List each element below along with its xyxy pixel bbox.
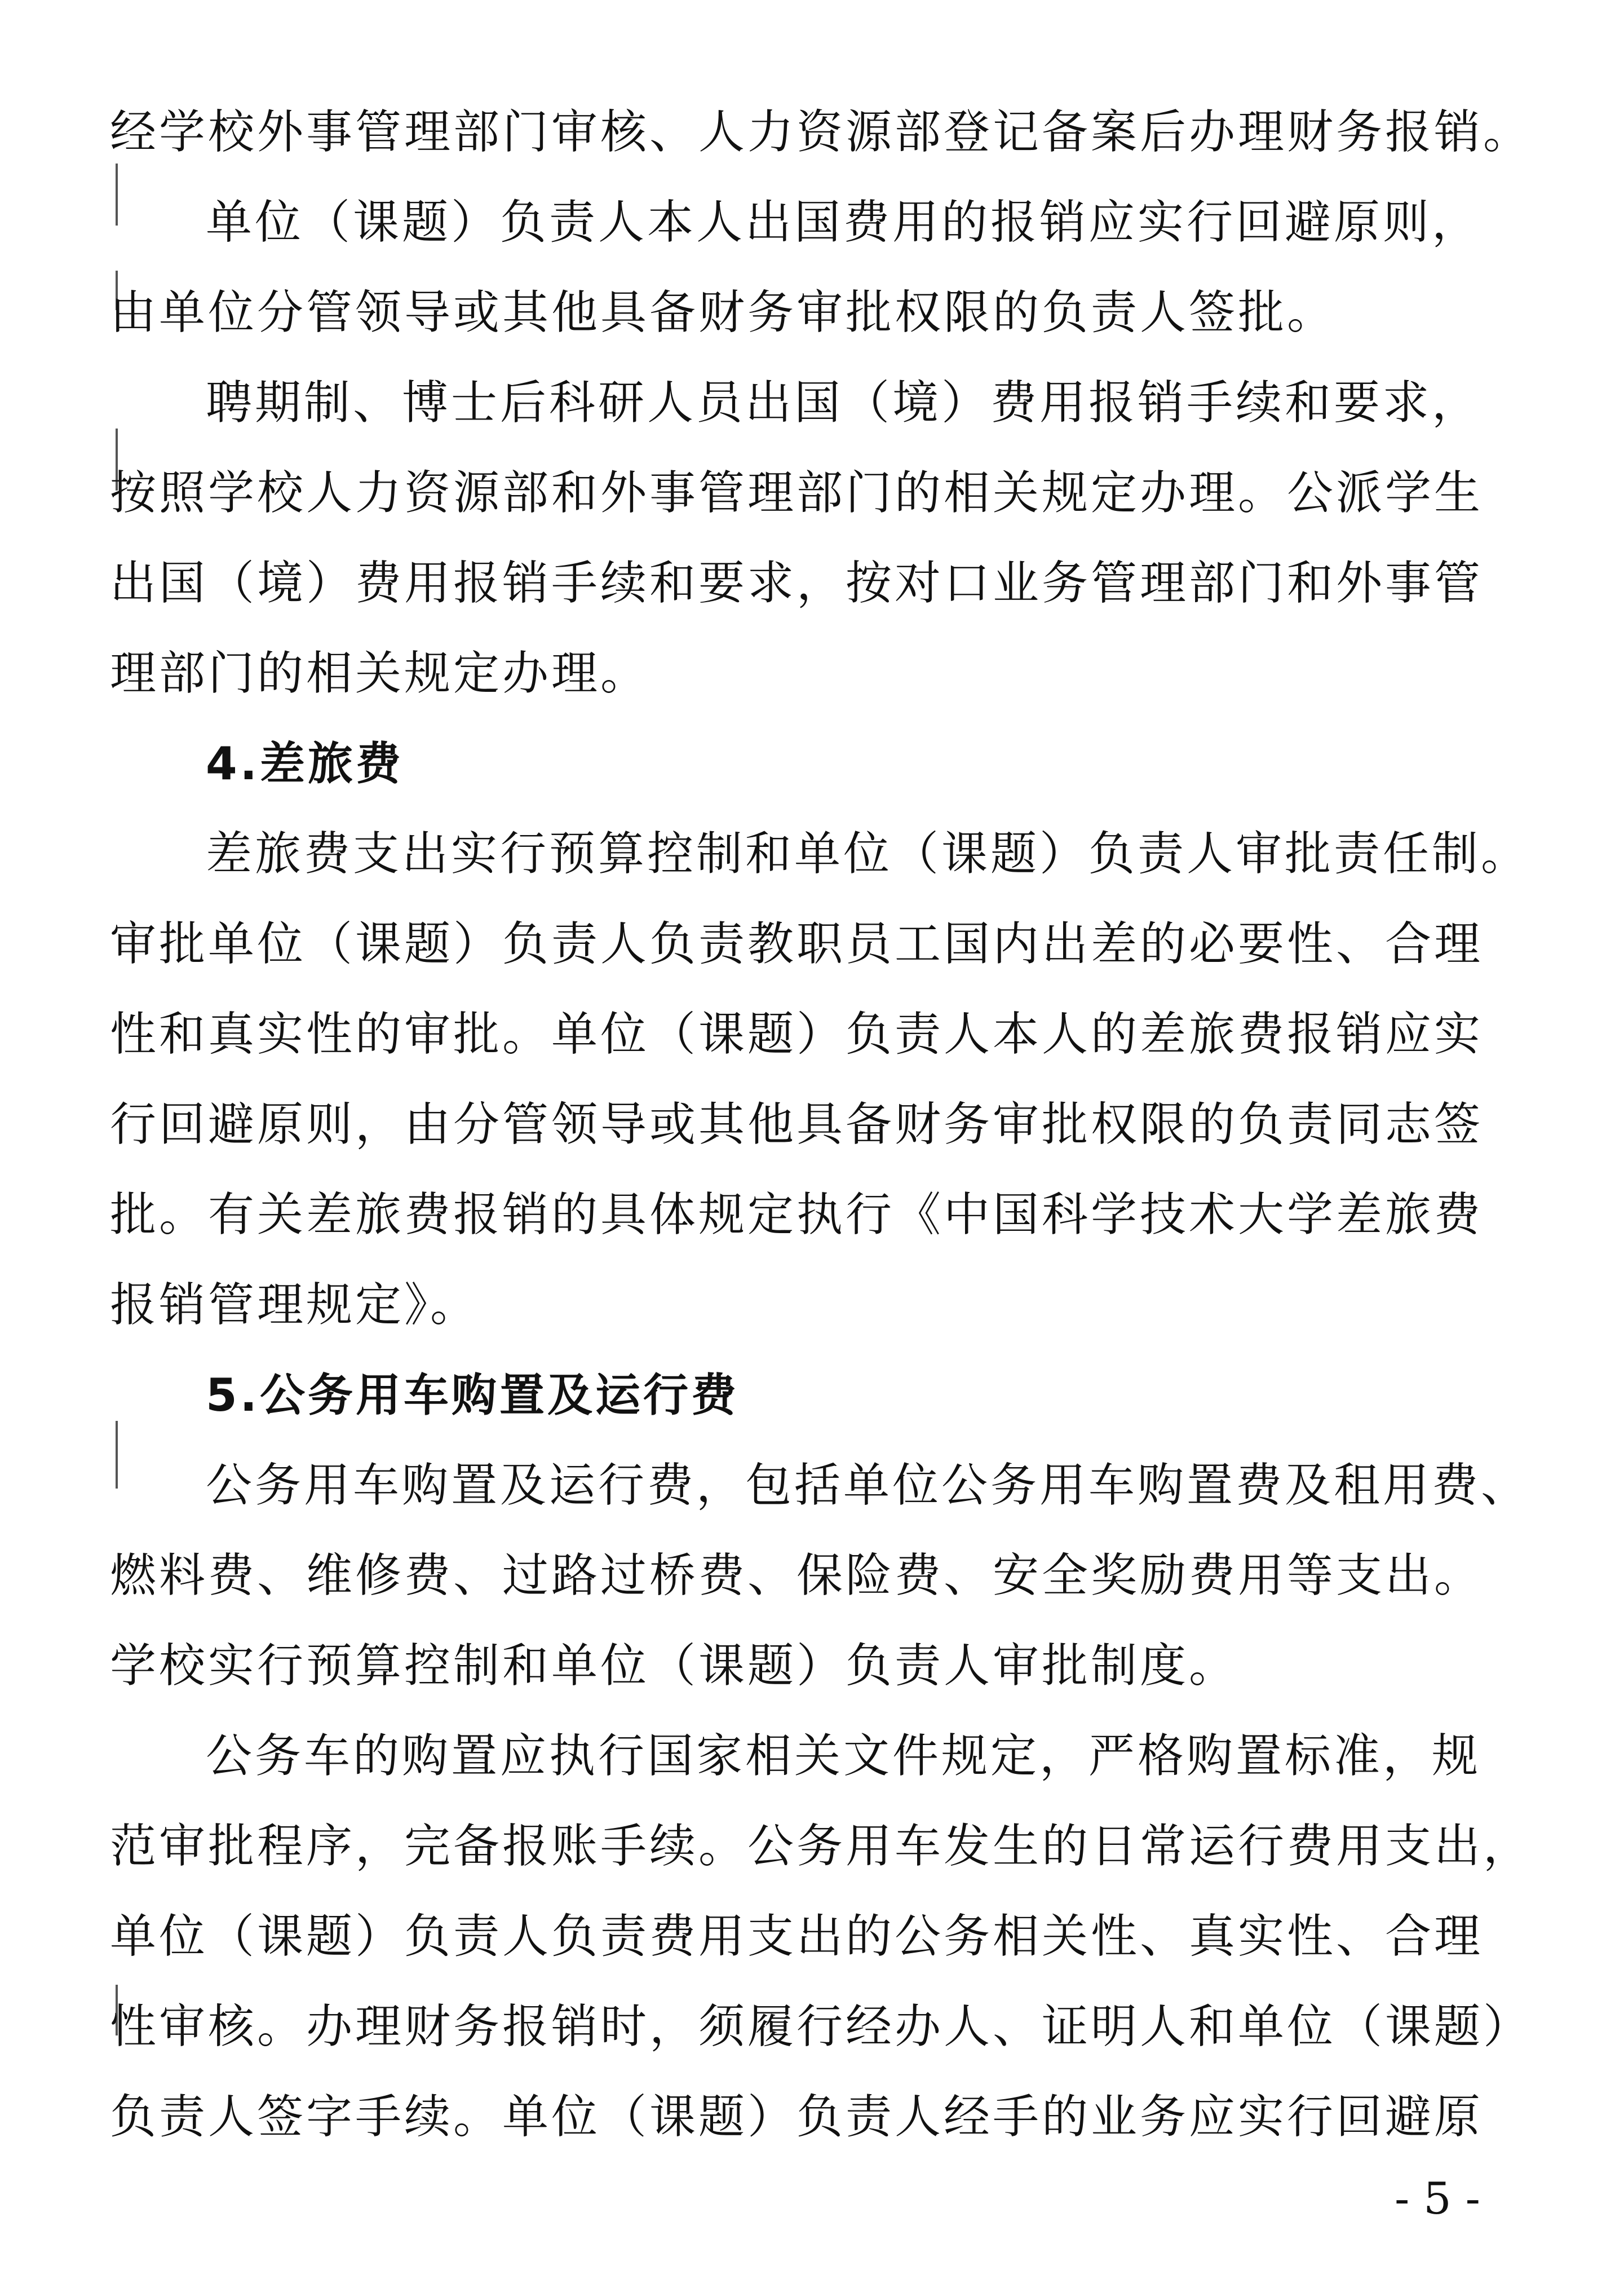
paragraph-line: 审批单位（课题）负责人负责教职员工国内出差的必要性、合理	[110, 917, 1484, 971]
paragraph-line: 范审批程序，完备报账手续。公务用车发生的日常运行费用支出，	[110, 1820, 1533, 1873]
paragraph-line: 由单位分管领导或其他具备财务审批权限的负责人签批。	[110, 286, 1337, 339]
paragraph-line: 性和真实性的审批。单位（课题）负责人本人的差旅费报销应实	[110, 1008, 1484, 1061]
paragraph-line: 公务车的购置应执行国家相关文件规定，严格购置标准，规	[206, 1729, 1481, 1783]
paragraph-line: 报销管理规定》。	[110, 1278, 480, 1332]
paragraph-line: 出国（境）费用报销手续和要求，按对口业务管理部门和外事管	[110, 557, 1484, 610]
paragraph-line: 负责人签字手续。单位（课题）负责人经手的业务应实行回避原	[110, 2090, 1484, 2144]
paragraph-line: 单位（课题）负责人负责费用支出的公务相关性、真实性、合理	[110, 1910, 1484, 1963]
paragraph-line: 聘期制、博士后科研人员出国（境）费用报销手续和要求，	[206, 376, 1481, 430]
paragraph-line: 性审核。办理财务报销时，须履行经办人、证明人和单位（课题）	[110, 2000, 1533, 2054]
paragraph-line: 经学校外事管理部门审核、人力资源部登记备案后办理财务报销。	[110, 105, 1533, 159]
paragraph-line: 差旅费支出实行预算控制和单位（课题）负责人审批责任制。	[206, 827, 1530, 881]
paragraph-line: 批。有关差旅费报销的具体规定执行《中国科学技术大学差旅费	[110, 1188, 1484, 1242]
page-number: - 5 -	[1395, 2174, 1480, 2224]
paragraph-line: 行回避原则，由分管领导或其他具备财务审批权限的负责同志签	[110, 1098, 1484, 1151]
section-heading-vehicle: 5.公务用车购置及运行费	[206, 1369, 740, 1421]
paragraph-line: 单位（课题）负责人本人出国费用的报销应实行回避原则，	[206, 196, 1481, 249]
paragraph-line: 燃料费、维修费、过路过桥费、保险费、安全奖励费用等支出。	[110, 1549, 1484, 1602]
paragraph-line: 理部门的相关规定办理。	[110, 647, 650, 700]
section-heading-travel: 4.差旅费	[206, 738, 404, 790]
paragraph-line: 公务用车购置及运行费，包括单位公务用车购置费及租用费、	[206, 1459, 1530, 1512]
paragraph-line: 学校实行预算控制和单位（课题）负责人审批制度。	[110, 1639, 1238, 1693]
paragraph-line: 按照学校人力资源部和外事管理部门的相关规定办理。公派学生	[110, 466, 1484, 520]
